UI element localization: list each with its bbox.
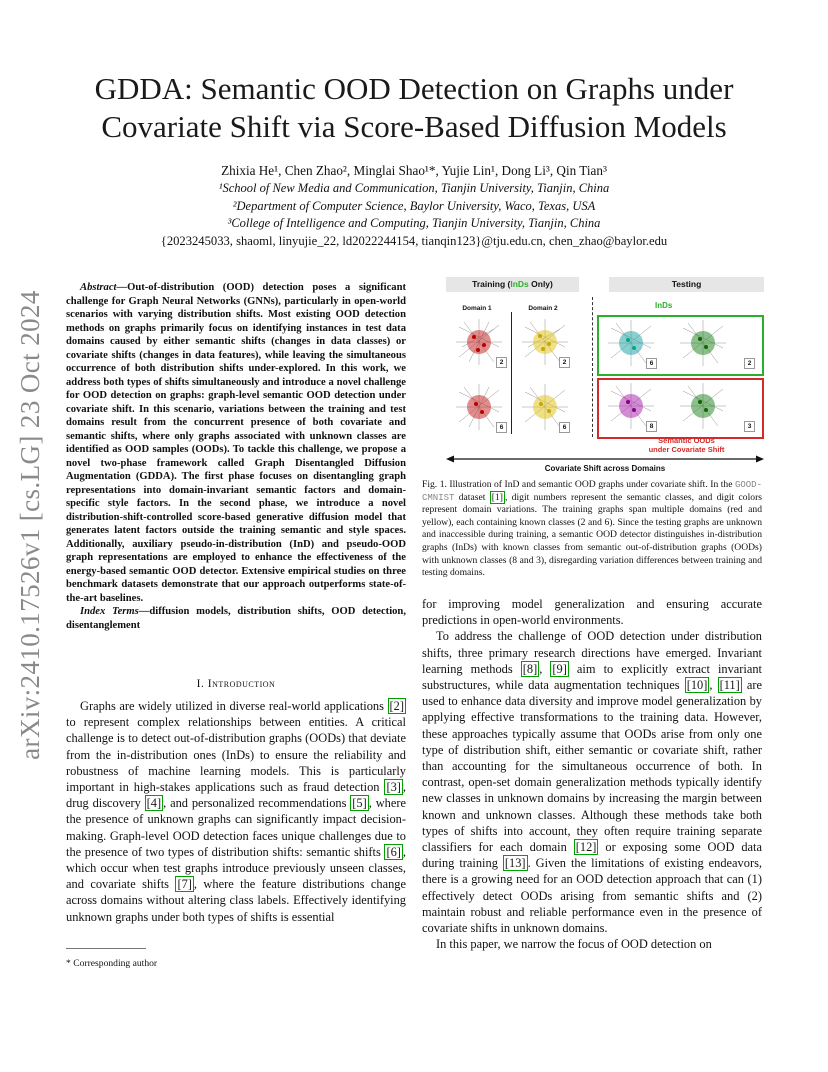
index-terms-label: Index Terms — [80, 606, 139, 617]
citation-link[interactable]: [12] — [575, 840, 597, 855]
right-text: To address the challenge of OOD detection under distribution shifts, three primary research directions have emerged. Invariant learning methods — [422, 629, 762, 676]
right-text: . Given the limitations of existing endeavors, there is a growing need for an OOD detection approach that can (1) effectively detect OODs arising from semantic shifts and (2) maintain robust and reliable performance even in the presence of covariate shifts in unknown domains. — [422, 856, 762, 936]
class-tag: 2 — [744, 358, 755, 369]
citation-link[interactable]: [9] — [552, 661, 567, 676]
class-tag: 2 — [496, 357, 507, 368]
affiliation-2: ²Department of Computer Science, Baylor University, Waco, Texas, USA — [232, 199, 596, 213]
training-header — [446, 277, 579, 292]
caption-text: Fig. 1. Illustration of InD and semantic OOD graphs under covariate shift. In the — [422, 479, 735, 490]
citation-link[interactable]: [13] — [504, 856, 526, 871]
oods-label-line1: Semantic OODs — [658, 436, 715, 445]
graph-green-2 — [678, 318, 728, 368]
inds-label: InDs — [655, 301, 673, 310]
training-label-end: Only) — [528, 279, 553, 289]
intro-paragraph — [66, 698, 406, 925]
abstract — [66, 281, 406, 632]
right-text: aim to explicitly extract invariant substructures, while data augmentation techniques — [422, 661, 763, 693]
citation-link[interactable]: [4] — [146, 796, 162, 811]
citation-link[interactable]: [2] — [389, 699, 404, 713]
intro-text: , which occur when test graphs introduce previously unseen classes, and covariate shifts — [66, 844, 406, 892]
caption-text: , digit numbers represent the semantic classes, and digit colors represent domain variations. The training graphs span multiple domains (red and yellow), each containing known classes (2 and 6). Since the testing graphs are unknown and inaccessible during training, a semantic OOD detector distinguishes in-distribution graphs (InDs) with known classes from semantic out-of-distribution graphs (OODs) with unknown classes (8 and 3), disregarding variation differences between training and testing domains. — [422, 491, 762, 579]
intro-text: Graphs are widely utilized in diverse real-world applications — [80, 699, 388, 713]
domain2-label: Domain 2 — [528, 305, 558, 312]
intro-text: , where the feature distributions change across domains without altering class labels. Effectively identifying unknown graphs under both types of shifts is essential — [66, 877, 406, 924]
axis-label: Covariate Shift across Domains — [544, 464, 666, 473]
citation-link[interactable]: [3] — [386, 780, 401, 795]
right-paragraph-3: In this paper, we narrow the focus of OOD detection on — [436, 937, 712, 952]
footnote: * Corresponding author — [66, 958, 158, 969]
right-text: , — [539, 661, 551, 676]
figure-caption — [422, 479, 762, 580]
right-paragraph-1: for improving model generalization and ensuring accurate predictions in open-world environments. — [422, 597, 762, 628]
footnote-rule — [66, 948, 146, 949]
right-column-text — [422, 596, 762, 952]
intro-text: to represent complex relationships between entities. A critical challenge is to detect out-of-distribution graphs (OODs) that deviate from the in-distribution ones (InDs) to ensure the reliability and robustness of machine learning models. This is particularly important in high-stakes applications such as fraud detection — [66, 715, 406, 795]
oods-label-line2: under Covariate Shift — [648, 445, 725, 454]
citation-link[interactable]: [5] — [352, 796, 367, 811]
citation-link[interactable]: [10] — [686, 678, 708, 693]
class-tag: 6 — [496, 422, 507, 433]
author-emails: {2023245033, shaoml, linyujie_22, ld2022244154, tianqin123}@tju.edu.cn, chen_zhao@baylor.edu — [160, 234, 668, 248]
affiliation-1: ¹School of New Media and Communication, Tianjin University, Tianjin, China — [218, 181, 610, 195]
training-label: Training ( — [472, 279, 511, 289]
right-text: are used to enhance data diversity and improve model generalization by applying effective transformations to the training data. However, these approaches typically assume that OODs arise from only one type of distribution shift, either semantic or covariate shift, rather than accounting for the simultaneous occurrence of both. In contrast, open-set domain generalization methods typically identify new classes in unknown domains by increasing the margin between known and unknown classes. Although these methods take both types of shifts into account, they often require training separate classifiers for each domain — [422, 678, 762, 855]
class-tag: 3 — [744, 421, 755, 432]
citation-link[interactable]: [7] — [177, 877, 192, 892]
class-tag: 2 — [559, 357, 570, 368]
oods-label — [609, 436, 764, 454]
divider — [511, 312, 512, 434]
intro-text: , where the presence of unknown graphs can significantly impact decision-making. Graph-level OOD detection faces unique challenges due to the presence of two types of distribution shifts: semantic shifts — [66, 796, 406, 859]
abstract-label: Abstract — [80, 282, 117, 293]
citation-link[interactable]: [1] — [491, 491, 503, 503]
class-tag: 8 — [646, 421, 657, 432]
index-terms-text: —diffusion models, distribution shifts, OOD detection, disentanglement — [66, 606, 406, 631]
citation-link[interactable]: [11] — [719, 678, 740, 693]
caption-dataset: GOOD-CMNIST — [422, 480, 762, 503]
double-arrow-icon — [446, 455, 764, 463]
right-text: or exposing some OOD data during training — [422, 840, 763, 871]
title-line-2: Covariate Shift via Score-Based Diffusion Models — [101, 109, 727, 144]
intro-text: , and personalized recommendations — [163, 796, 351, 811]
citation-link[interactable]: [6] — [386, 844, 401, 859]
abstract-text: —Out-of-distribution (OOD) detection poses a significant challenge for Graph Neural Networks (GNNs), particularly in open-world scenarios with varying distribution shifts. Most existing OOD detection methods on graphs primarily focus on identifying instances in test data domains caused by either semantic shifts (changes in data classes) or covariate shifts (changes in data features), while leaving the simultaneous occurrence of both distribution shifts under-explored. In this work, we address both types of shifts simultaneously and introduce a novel challenge for OOD detection on graphs: graph-level semantic OOD detection under covariate shift. In this scenario, variations between the training and test domains result from the concurrent presence of both covariate and semantic shifts, where only graphs associated with unknown classes are identified as OOD samples (OODs). To tackle this challenge, we propose a novel two-phase framework called Graph Disentangled Diffusion Augmentation (GDDA). The first phase focuses on disentangling graph representations into domain-invariant semantic factors and domain-specific style factors. In the second phase, we introduce a novel distribution-shift-controlled score-based generative diffusion model that generates latent factors outside the training semantic and style spaces. Additionally, auxiliary pseudo-in-distribution (InD) and pseudo-OOD graph representations are employed to enhance the effectiveness of the energy-based semantic OOD detector. Extensive empirical studies on three benchmark datasets demonstrate that our approach outperforms state-of-the-art baselines. — [66, 282, 406, 604]
intro-text: , drug discovery — [66, 780, 406, 811]
class-tag: 6 — [646, 358, 657, 369]
right-text: , — [709, 678, 718, 693]
graph-green-3 — [678, 381, 728, 431]
arxiv-side-identifier: arXiv:2410.17526v1 [cs.LG] 23 Oct 2024 — [15, 290, 45, 760]
dashed-divider — [592, 297, 593, 437]
title-line-1: GDDA: Semantic OOD Detection on Graphs under — [94, 71, 734, 106]
training-highlight: InDs — [510, 279, 529, 289]
paper-title — [0, 70, 828, 146]
figure-1 — [446, 277, 764, 473]
caption-text: dataset — [454, 491, 490, 503]
section-heading: I. Introduction — [196, 678, 276, 690]
class-tag: 6 — [559, 422, 570, 433]
testing-header: Testing — [609, 277, 764, 292]
affiliation-3: ³College of Intelligence and Computing, Tianjin University, Tianjin, China — [227, 216, 601, 230]
domain1-label: Domain 1 — [462, 305, 492, 312]
author-list: Zhixia He¹, Chen Zhao², Minglai Shao¹*, Yujie Lin¹, Dong Li³, Qin Tian³ — [221, 163, 607, 178]
citation-link[interactable]: [8] — [522, 661, 538, 676]
